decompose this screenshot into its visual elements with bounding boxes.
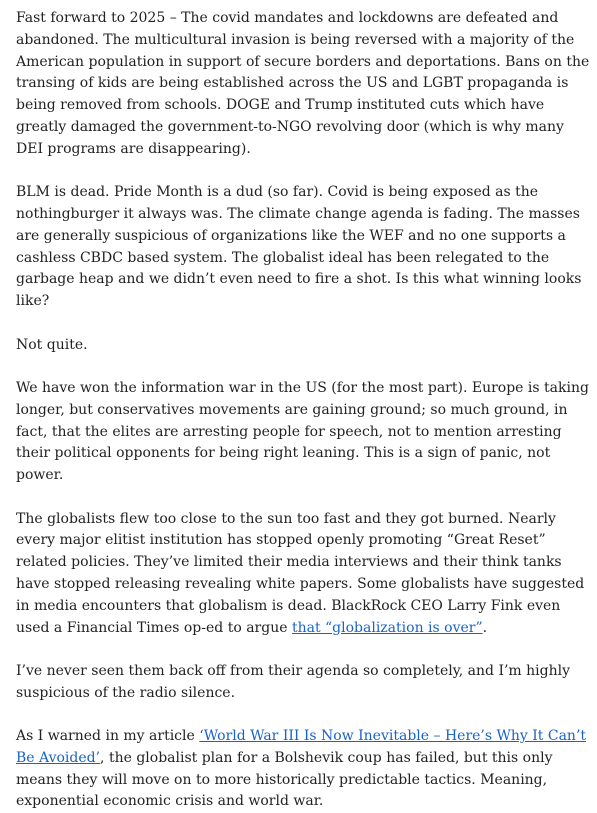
paragraph-globalists-burned <box>16 509 591 640</box>
paragraph-not-quite: Not quite. <box>16 336 88 353</box>
paragraph-globalists-end: . <box>482 619 488 636</box>
paragraph-world-war-warning <box>16 726 591 813</box>
world-war-article-link[interactable]: ‘World War III Is Now Inevitable – Here’s Why It Can’t Be Avoided’ <box>16 728 587 766</box>
paragraph-warning-end: , the globalist plan for a Bolshevik coup has failed, but this only means they will move on to more historically predictable tactics. Meaning, exponential economic crisis and world war. <box>16 749 553 810</box>
paragraph-globalists-text: The globalists flew too close to the sun too fast and they got burned. Nearly every major elitist institution has stopped openly promoting “Great Reset” related policies. They’ve limited their media interviews and their think tanks have stopped releasing revealing white papers. Some globalists have suggested in media encounters that globalism is dead. BlackRock CEO Larry Fink even used a Financial Times op-ed to argue <box>16 510 585 636</box>
paragraph-2025-overview: Fast forward to 2025 – The covid mandates and lockdowns are defeated and abandoned. The multicultural invasion is being reversed with a majority of the American population in support of secure borders and deportations. Bans on the transing of kids are being established across the US and LGBT propaganda is being removed from schools. DOGE and Trump instituted cuts which have greatly damaged the government-to-NGO revolving door (which is why many DEI programs are disappearing). <box>16 10 590 157</box>
paragraph-radio-silence: I’ve never seen them back off from their agenda so completely, and I’m highly suspicious of the radio silence. <box>16 662 571 701</box>
paragraph-warning-start: As I warned in my article <box>16 728 200 745</box>
globalization-over-link[interactable]: that “globalization is over” <box>291 619 483 636</box>
paragraph-information-war: We have won the information war in the US (for the most part). Europe is taking longer, but conservatives movements are gaining ground; so much ground, in fact, that the elites are arresting people for speech, not to mention arresting their political opponents for being right leaning. This is a sign of panic, not power. <box>16 379 589 484</box>
paragraph-blm-dead: BLM is dead. Pride Month is a dud (so far). Covid is being exposed as the nothingburger it always was. The climate change agenda is fading. The masses are generally suspicious of organizations like the WEF and no one supports a cashless CBDC based system. The globalist ideal has been relegated to the garbage heap and we didn’t even need to fire a shot. Is this what winning looks like? <box>16 184 582 310</box>
